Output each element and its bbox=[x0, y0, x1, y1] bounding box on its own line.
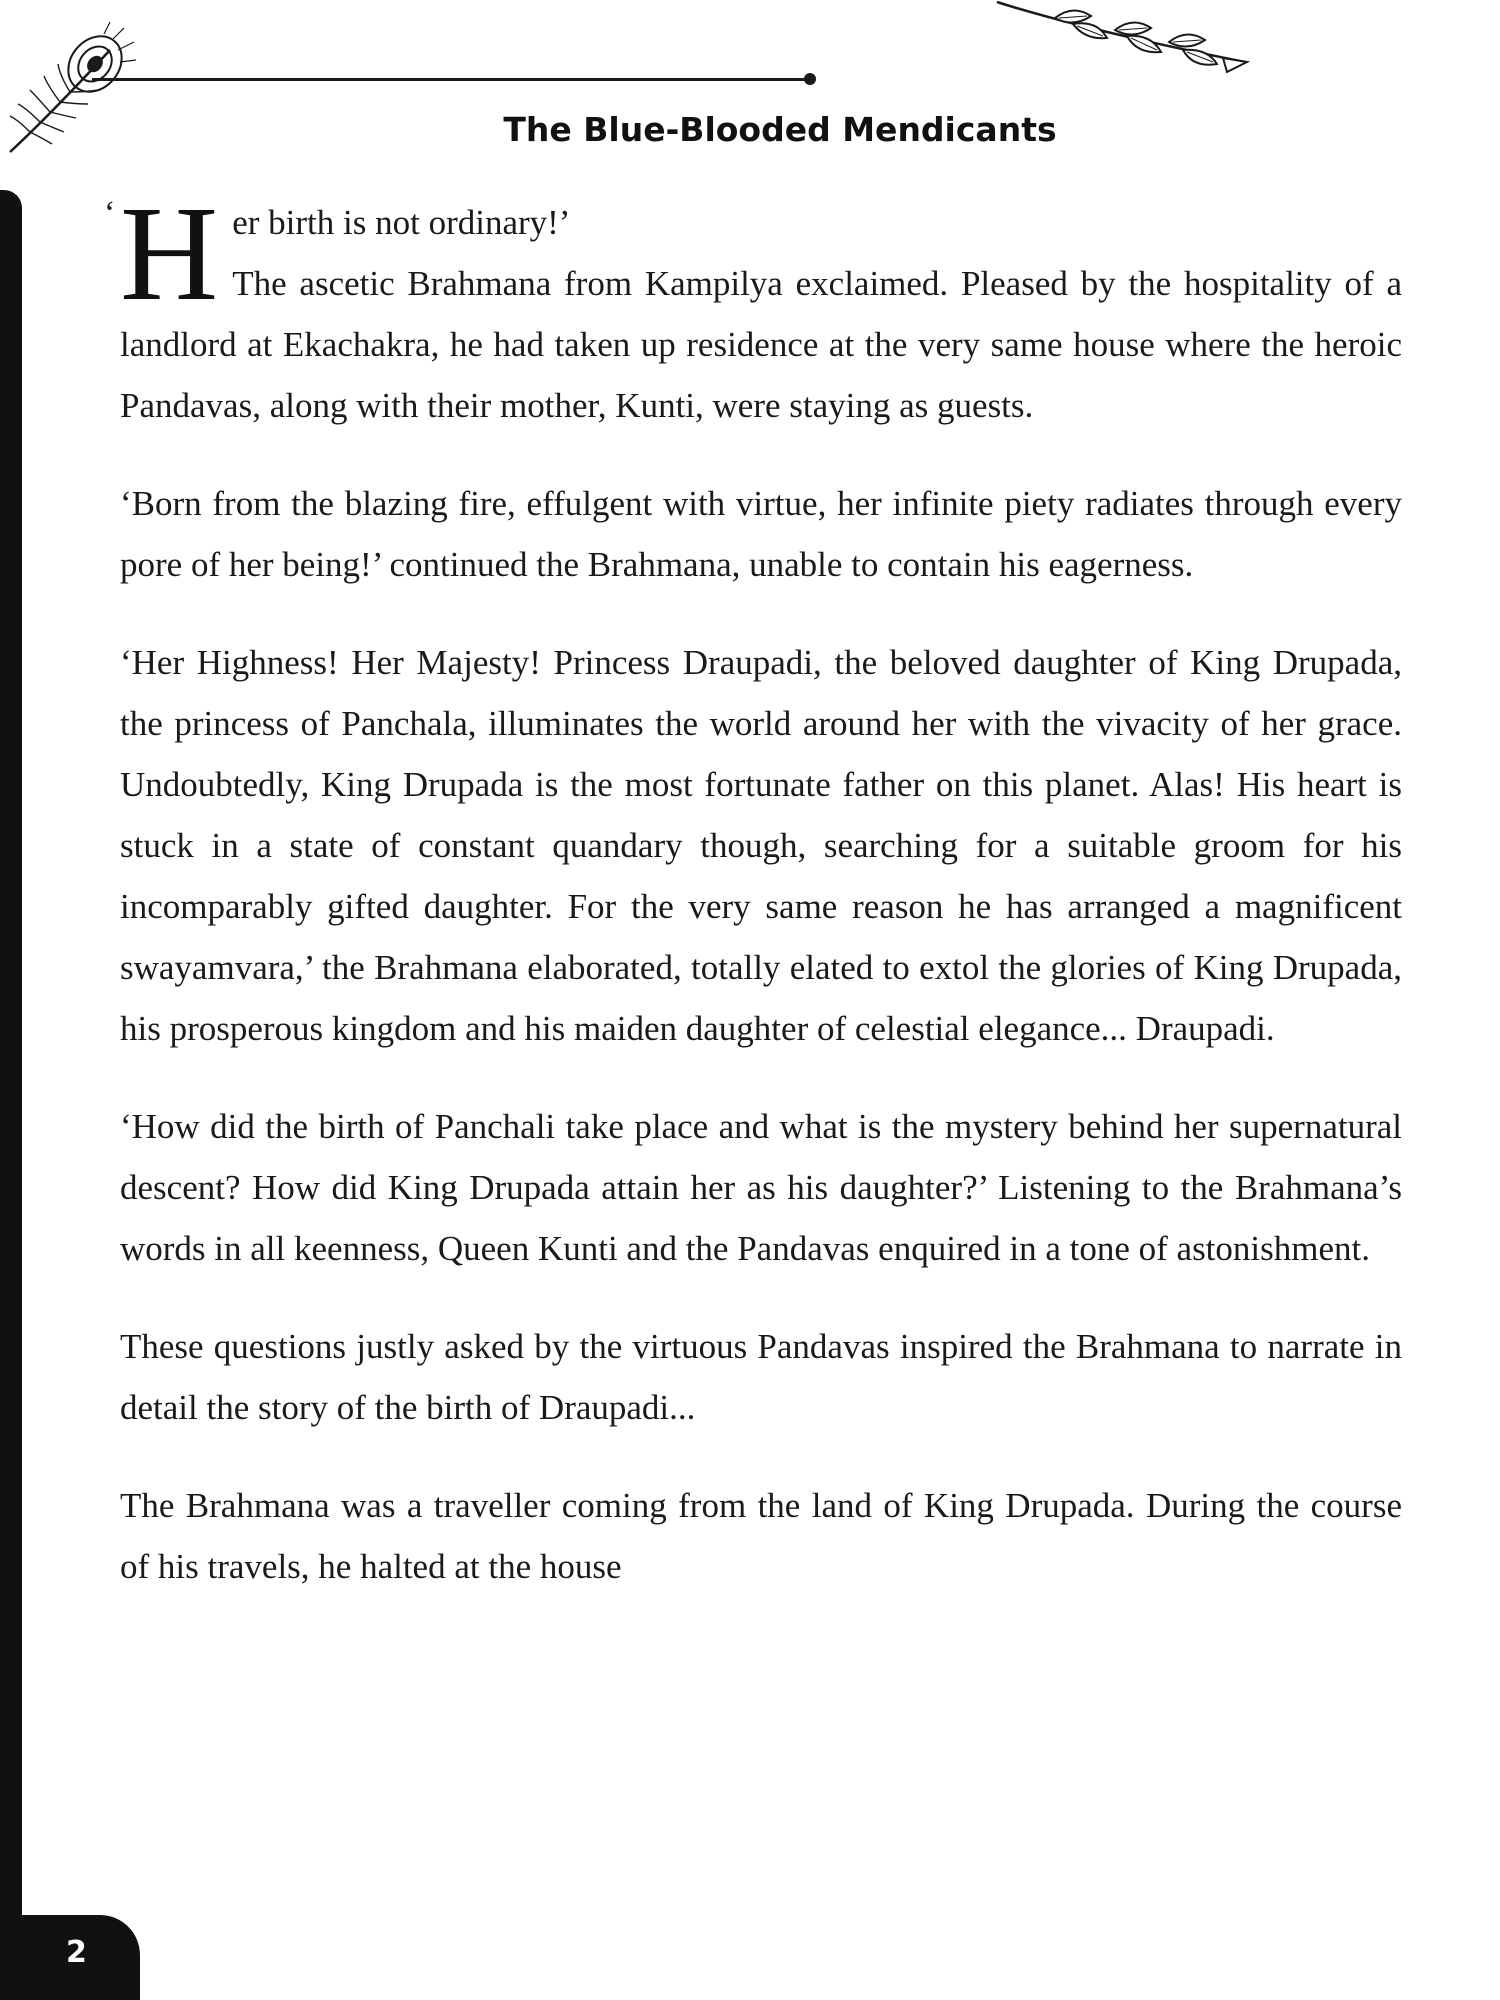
drop-cap-letter: H bbox=[120, 179, 219, 329]
paragraph-4: ‘How did the birth of Panchali take place and what is the mystery behind her supernatural descent? How did King Drupada attain her as his daughter?’ Listening to the Brahmana’s words in all keenness, Queen Kunti and the Pandavas enquired in a tone of astonishment. bbox=[120, 1107, 1402, 1268]
paragraph-2: ‘Born from the blazing fire, effulgent with virtue, her infinite piety radiates through every pore of her being!’ continued the Brahmana, unable to contain his eagerness. bbox=[120, 484, 1402, 584]
opening-paragraph bbox=[104, 179, 1402, 436]
header-rule bbox=[92, 78, 810, 81]
left-spine-tab bbox=[0, 190, 22, 2000]
chapter-title: The Blue-Blooded Mendicants bbox=[503, 110, 1057, 149]
paragraph-3: ‘Her Highness! Her Majesty! Princess Draupadi, the beloved daughter of King Drupada, the princess of Panchala, illuminates the world around her with the vivacity of her grace. Undoubtedly, King Drupada is the most fortunate father on this planet. Alas! His heart is stuck in a state of constant quandary though, searching for a suitable groom for his incomparably gifted daughter. For the very same reason he has arranged a magnificent swayamvara,’ the Brahmana elaborated, totally elated to extol the glories of King Drupada, his prosperous kingdom and his maiden daughter of celestial elegance... Draupadi. bbox=[120, 643, 1402, 1048]
paragraph-5: These questions justly asked by the virtuous Pandavas inspired the Brahmana to narrate in detail the story of the birth of Draupadi... bbox=[120, 1327, 1402, 1427]
header-rule-dot bbox=[804, 73, 816, 85]
opening-quote-mark: ‘ bbox=[104, 195, 116, 232]
dropcap-block bbox=[104, 179, 219, 329]
paragraph-1: The ascetic Brahmana from Kampilya exclaimed. Pleased by the hospitality of a landlord at Ekachakra, he had taken up residence at the very same house where the heroic Pandavas, along with their mother, Kunti, were staying as guests. bbox=[120, 264, 1402, 425]
page-number: 2 bbox=[66, 1935, 87, 1970]
body-text bbox=[104, 179, 1402, 1634]
opening-line: er birth is not ordinary!’ bbox=[232, 203, 571, 242]
paragraph-6: The Brahmana was a traveller coming from the land of King Drupada. During the course of his travels, he halted at the house bbox=[120, 1486, 1402, 1586]
leaf-vine-icon bbox=[995, 0, 1255, 100]
